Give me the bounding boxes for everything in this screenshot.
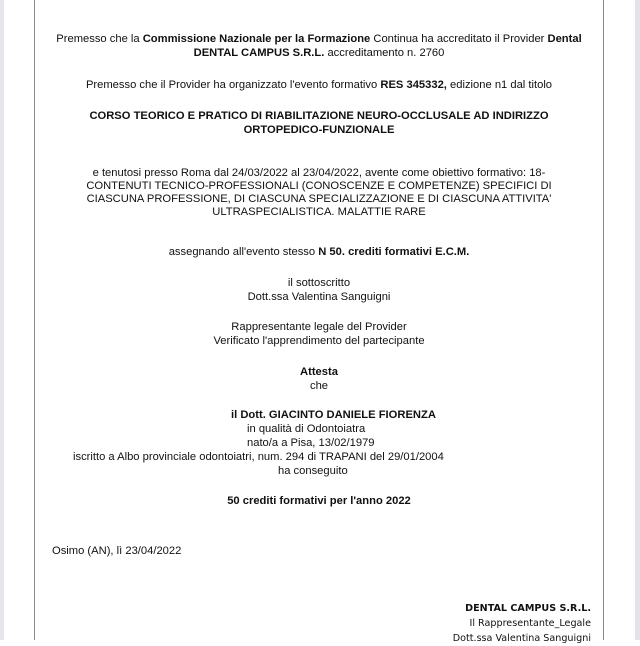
premise-prefix: Premesso che la	[56, 33, 143, 45]
signature-name: Dott.ssa Valentina Sanguigni	[452, 633, 591, 644]
participant-registration: iscritto a Albo provinciale odontoiatri, num. 294 di TRAPANI del 29/01/2004	[73, 451, 444, 463]
participant-qualification: in qualità di Odontoiatra	[247, 423, 366, 435]
attestation-che: che	[309, 380, 329, 392]
details-line2: CONTENUTI TECNICO-PROFESSIONALI (CONOSCENZE E COMPETENZE) SPECIFICI DI	[86, 180, 552, 192]
viewer-edge-left	[0, 0, 4, 640]
signatory-label: il sottoscritto	[287, 277, 351, 289]
course-title-line1: CORSO TEORICO E PRATICO DI RIABILITAZIONE NEURO-OCCLUSALE AD INDIRIZZO	[89, 110, 549, 122]
event-suffix: edizione n1 dal titolo	[446, 79, 553, 91]
provider-name: DENTAL CAMPUS S.R.L.	[193, 47, 325, 59]
signatory-name: Dott.ssa Valentina Sanguigni	[247, 291, 391, 303]
signatory-verification: Verificato l'apprendimento del partecipante	[213, 335, 425, 347]
premise-event-line	[35, 79, 603, 92]
signature-company: DENTAL CAMPUS S.R.L.	[465, 603, 591, 614]
details-line4: ULTRASPECIALISTICA. MALATTIE RARE	[212, 206, 426, 218]
accreditation-number: accreditamento n. 2760	[324, 47, 445, 59]
attestation-title: Attesta	[300, 366, 338, 378]
event-prefix: Premesso che il Provider ha organizzato l'evento formativo	[85, 79, 381, 91]
credits-assigned-prefix: assegnando all'evento stesso	[168, 246, 319, 258]
details-line1: e tenutosi presso Roma dal 24/03/2022 al 23/04/2022, avente come obiettivo formativo: 18-	[92, 167, 546, 179]
credits-assigned-value: N 50. crediti formativi E.C.M.	[318, 246, 470, 258]
participant-birth: nato/a a Pisa, 13/02/1979	[247, 437, 375, 449]
signature-role: Il Rappresentante_Legale	[469, 618, 591, 629]
commission-name: Commissione Nazionale per la Formazione	[142, 33, 371, 45]
premise-provider-line2	[35, 47, 603, 60]
course-title-line2: ORTOPEDICO-FUNZIONALE	[243, 124, 395, 136]
participant-obtained: ha conseguito	[278, 465, 348, 477]
signatory-role: Rappresentante legale del Provider	[231, 321, 407, 333]
premise-provider-line1	[35, 33, 603, 46]
provider-short: Dental	[547, 33, 582, 45]
credits-assigned-line	[35, 246, 603, 259]
premise-middle: Continua ha accreditato il Provider	[370, 33, 548, 45]
details-line3: CIASCUNA PROFESSIONE, DI CIASCUNA SPECIALIZZAZIONE E DI CIASCUNA ATTIVITA'	[86, 193, 552, 205]
participant-name: il Dott. GIACINTO DANIELE FIORENZA	[231, 409, 436, 421]
credits-obtained: 50 crediti formativi per l'anno 2022	[227, 495, 411, 507]
viewer-edge-right	[635, 0, 640, 640]
certificate-page	[34, 0, 604, 644]
event-code: RES 345332,	[380, 79, 447, 91]
place-date: Osimo (AN), lì 23/04/2022	[52, 545, 182, 557]
